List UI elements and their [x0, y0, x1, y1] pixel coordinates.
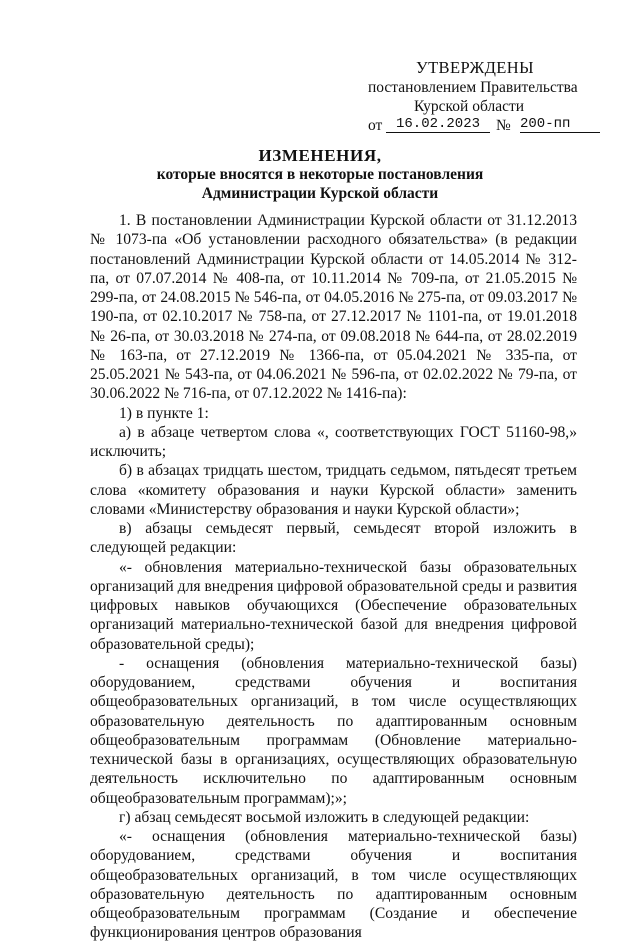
approval-number: 200-пп — [520, 115, 600, 133]
number-prefix: № — [496, 117, 511, 134]
approval-date: 16.02.2023 — [386, 115, 490, 133]
approval-title: УТВЕРЖДЕНЫ — [416, 58, 534, 77]
document-title: ИЗМЕНЕНИЯ, — [258, 146, 382, 165]
paragraph-1: 1. В постановлении Администрации Курской области от 31.12.2013 № 1073-па «Об установлении расходного обязательства» (в редакции постановлений Администрации Курской области от 14.05.2014 № 312-па, от 07.07.2014 № 408-па, от 10.11.2014 № 709-па, от 21.05.2015 № 299-па, от 24.08.2015 № 546-па, от 04.05.2016 № 275-па, от 09.03.2017 № 190-па, от 02.10.2017 № 758-па, от 27.12.2017 № 1101-па, от 19.01.2018 № 26-па, от 30.03.2018 № 274-па, от 09.08.2018 № 644-па, от 28.02.2019 № 163-па, от 27.12.2019 № 1366-па, от 05.04.2021 № 335-па, от 25.05.2021 № 543-па, от 04.06.2021 № 596-па, от 02.02.2022 № 79-па, от 30.06.2022 № 716-па, от 07.12.2022 № 1416-па): — [90, 212, 577, 403]
paragraph-a: а) в абзаце четвертом слова «, соответствующих ГОСТ 51160-98,» исключить; — [90, 423, 577, 460]
paragraph-quote-3: «- оснащения (обновления материально-технической базы) оборудованием, средствами обучения и воспитания общеобразовательных организаций, в том числе осуществляющих образовательную деятельность по адаптированным основным общеобразовательным программам (Создание и обеспечение функционирования центров образования — [90, 828, 577, 942]
paragraph-quote-2: - оснащения (обновления материально-технической базы) оборудованием, средствами обучения и воспитания общеобразовательных организаций, в том числе осуществляющих образовательную деятельность по адаптированным основным общеобразовательным программам (Обновление материально-технической базы в организациях, осуществляющих образовательную деятельность исключительно по адаптированным основным общеобразовательным программам);»; — [90, 654, 577, 807]
paragraph-v: в) абзацы семьдесят первый, семьдесят второй изложить в следующей редакции: — [90, 520, 577, 557]
paragraph-g: г) абзац семьдесят восьмой изложить в следующей редакции: — [119, 808, 530, 826]
document-subtitle-2: Администрации Курской области — [201, 185, 439, 202]
document-body — [90, 211, 577, 943]
approval-line-1: постановлением Правительства — [368, 79, 578, 96]
document-subtitle-1: которые вносятся в некоторые постановления — [156, 166, 484, 183]
paragraph-b: б) в абзацах тридцать шестом, тридцать седьмом, пятьдесят третьем слова «комитету образования и науки Курской области» заменить словами «Министерству образования и науки Курской области»; — [90, 462, 577, 518]
paragraph-quote-1: «- обновления материально-технической базы образовательных организаций для внедрения цифровой образовательной среды и развития цифровых навыков обучающихся (Обеспечение образовательных организаций материально-технической базой для внедрения цифровой образовательной среды); — [90, 558, 577, 653]
date-prefix: от — [368, 117, 383, 134]
approval-line-2: Курской области — [414, 98, 525, 115]
paragraph-item-1: 1) в пункте 1: — [119, 404, 209, 422]
